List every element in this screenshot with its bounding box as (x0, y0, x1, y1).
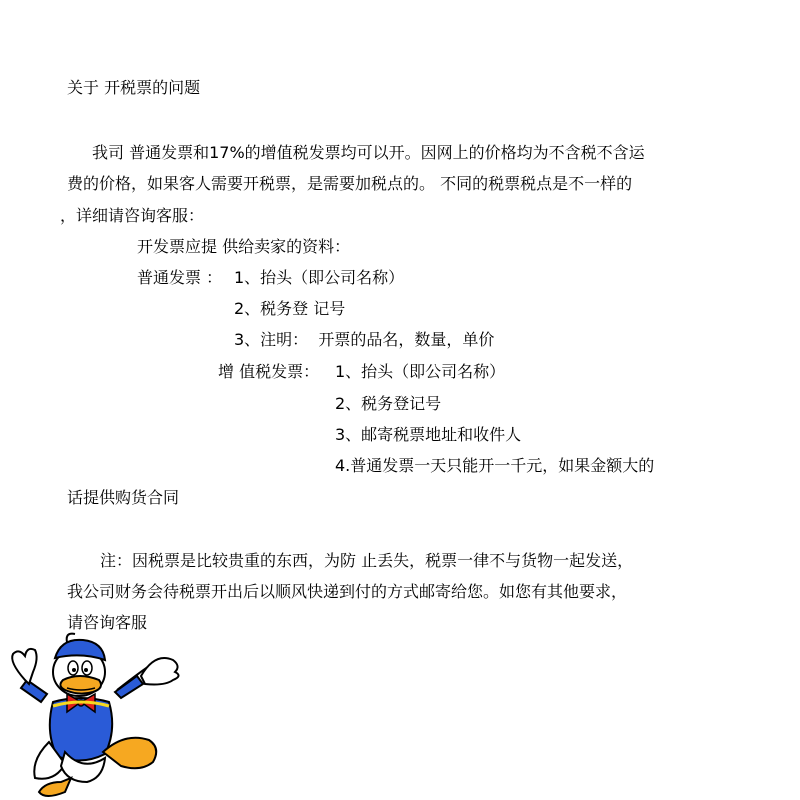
vat-invoice-item: 4.普通发票一天只能开一千元，如果金额大的 (335, 456, 655, 475)
vat-invoice-item-continued: 话提供购货合同 (67, 488, 180, 507)
document-title: 关于 开税票的问题 (67, 78, 201, 97)
note-line-3: 请咨询客服 (67, 613, 148, 632)
normal-invoice-item: 1、抬头（即公司名称） (234, 268, 405, 287)
vat-invoice-item: 3、邮寄税票地址和收件人 (335, 425, 522, 444)
vat-invoice-label: 增 值税发票： (218, 362, 320, 381)
intro-line-3: ，详细请咨询客服： (60, 206, 205, 225)
note-line-2: 我公司财务会待税票开出后以顺风快递到付的方式邮寄给您。如您有其他要求， (67, 582, 628, 601)
normal-invoice-item: 3、注明： 开票的品名，数量，单价 (234, 330, 495, 349)
vat-invoice-item: 2、税务登记号 (335, 394, 442, 413)
normal-invoice-item: 2、税务登 记号 (234, 299, 346, 318)
note-line-1: 注：因税票是比较贵重的东西，为防 止丢失，税票一律不与货物一起发送， (100, 551, 634, 570)
info-heading: 开发票应提 供给卖家的资料： (137, 237, 351, 256)
intro-line-2: 费的价格，如果客人需要开税票，是需要加税点的。 不同的税票税点是不一样的 (67, 174, 633, 193)
cartoon-duck-icon (5, 632, 185, 800)
intro-line-1: 我司 普通发票和17%的增值税发票均可以开。因网上的价格均为不含税不含运 (92, 143, 645, 162)
vat-invoice-item: 1、抬头（即公司名称） (335, 362, 506, 381)
normal-invoice-label: 普通发票 ： (137, 268, 223, 287)
